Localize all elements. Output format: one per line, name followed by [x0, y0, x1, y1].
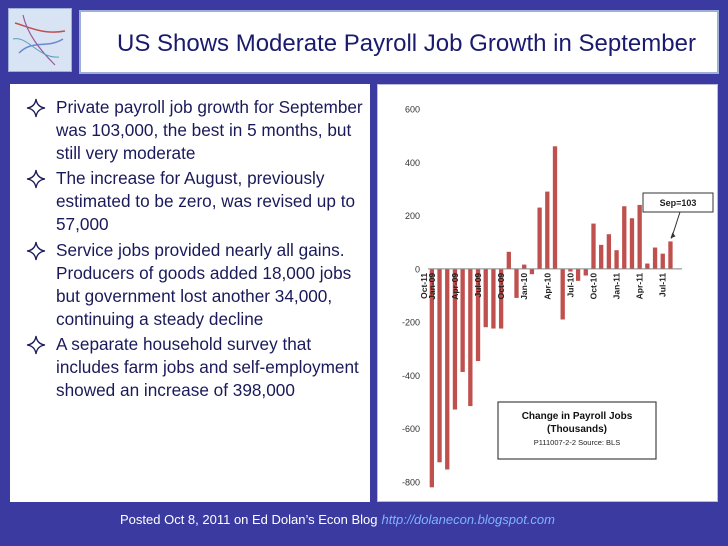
blog-link[interactable]: http://dolanecon.blogspot.com	[381, 512, 555, 527]
bar	[653, 248, 657, 269]
bar	[591, 224, 595, 269]
diamond-bullet-icon	[26, 98, 46, 118]
bar	[607, 234, 611, 269]
bar	[576, 269, 580, 281]
bar	[437, 269, 441, 462]
bar	[630, 218, 634, 269]
y-tick-label: 400	[404, 157, 420, 168]
chart-source: P111007-2-2 Source: BLS	[533, 438, 621, 447]
x-tick-label: Jul-11	[657, 272, 668, 297]
bar	[661, 254, 665, 269]
bullet-text: Service jobs provided nearly all gains. Producers of goods added 18,000 jobs but government lost another 34,000, continuing a steady decline	[56, 239, 352, 329]
bar	[530, 269, 534, 274]
chart-panel	[377, 84, 718, 502]
x-tick-label: Jan-11	[611, 272, 622, 300]
diamond-bullet-icon	[26, 241, 46, 261]
bullet-item	[18, 167, 364, 236]
bar	[507, 252, 511, 269]
diamond-bullet-icon	[26, 169, 46, 189]
y-tick-label: 200	[404, 211, 420, 222]
bar	[468, 269, 472, 406]
bar	[638, 205, 642, 269]
bar	[445, 269, 449, 470]
x-tick-label: Jul-10	[565, 272, 576, 298]
bar	[599, 245, 603, 269]
bar	[484, 269, 488, 327]
bar	[553, 146, 557, 269]
x-tick-label: Oct-09	[496, 272, 507, 300]
payroll-bar-chart	[378, 85, 717, 501]
bullet-text: Private payroll job growth for September was 103,000, the best in 5 months, but still very moderate	[56, 97, 363, 164]
chart-subtitle: (Thousands)	[547, 424, 607, 435]
bar	[430, 269, 434, 487]
bar	[491, 269, 495, 329]
bar	[645, 264, 649, 269]
bar	[668, 241, 672, 268]
y-tick-label: -800	[401, 477, 420, 488]
chart-title: Change in Payroll Jobs	[521, 411, 633, 422]
bullet-text: The increase for August, previously estimated to be zero, was revised up to 57,000	[56, 168, 356, 235]
bar	[584, 269, 588, 276]
footer	[120, 512, 555, 527]
bar	[460, 269, 464, 372]
annotation-label: Sep=103	[659, 198, 697, 208]
bullet-item	[18, 96, 364, 165]
y-tick-label: -400	[401, 370, 420, 381]
bar	[545, 192, 549, 269]
logo	[8, 8, 72, 72]
diamond-bullet-icon	[26, 335, 46, 355]
bullet-list	[10, 84, 370, 402]
bar	[622, 206, 626, 269]
bullet-item	[18, 239, 364, 331]
footer-text: Posted Oct 8, 2011 on Ed Dolan’s Econ Blog	[120, 512, 378, 527]
bar	[514, 269, 518, 298]
bar	[561, 269, 565, 320]
x-tick-label: Oct-11	[419, 272, 430, 299]
x-tick-label: Apr-10	[542, 272, 553, 300]
bar	[614, 250, 618, 269]
x-tick-label: Apr-11	[634, 272, 645, 300]
y-tick-label: 600	[404, 104, 420, 115]
annotation-arrowhead	[670, 232, 675, 238]
x-tick-label: Jul-09	[473, 272, 484, 298]
bar	[537, 208, 541, 269]
x-tick-label: Oct-10	[588, 272, 599, 300]
y-tick-label: -200	[401, 317, 420, 328]
bullet-panel	[10, 84, 370, 502]
page-title: US Shows Moderate Payroll Job Growth in September	[117, 30, 696, 57]
x-tick-label: Apr-09	[449, 272, 460, 300]
x-tick-label: Jan-09	[426, 272, 437, 300]
bullet-item	[18, 333, 364, 402]
bullet-text: A separate household survey that includes farm jobs and self-employment showed an increase of 398,000	[56, 333, 359, 401]
y-tick-label: -600	[401, 424, 420, 435]
x-tick-label: Jan-10	[519, 272, 530, 300]
bar	[522, 265, 526, 269]
title-bar	[79, 10, 719, 74]
y-tick-label: 0	[414, 264, 420, 275]
